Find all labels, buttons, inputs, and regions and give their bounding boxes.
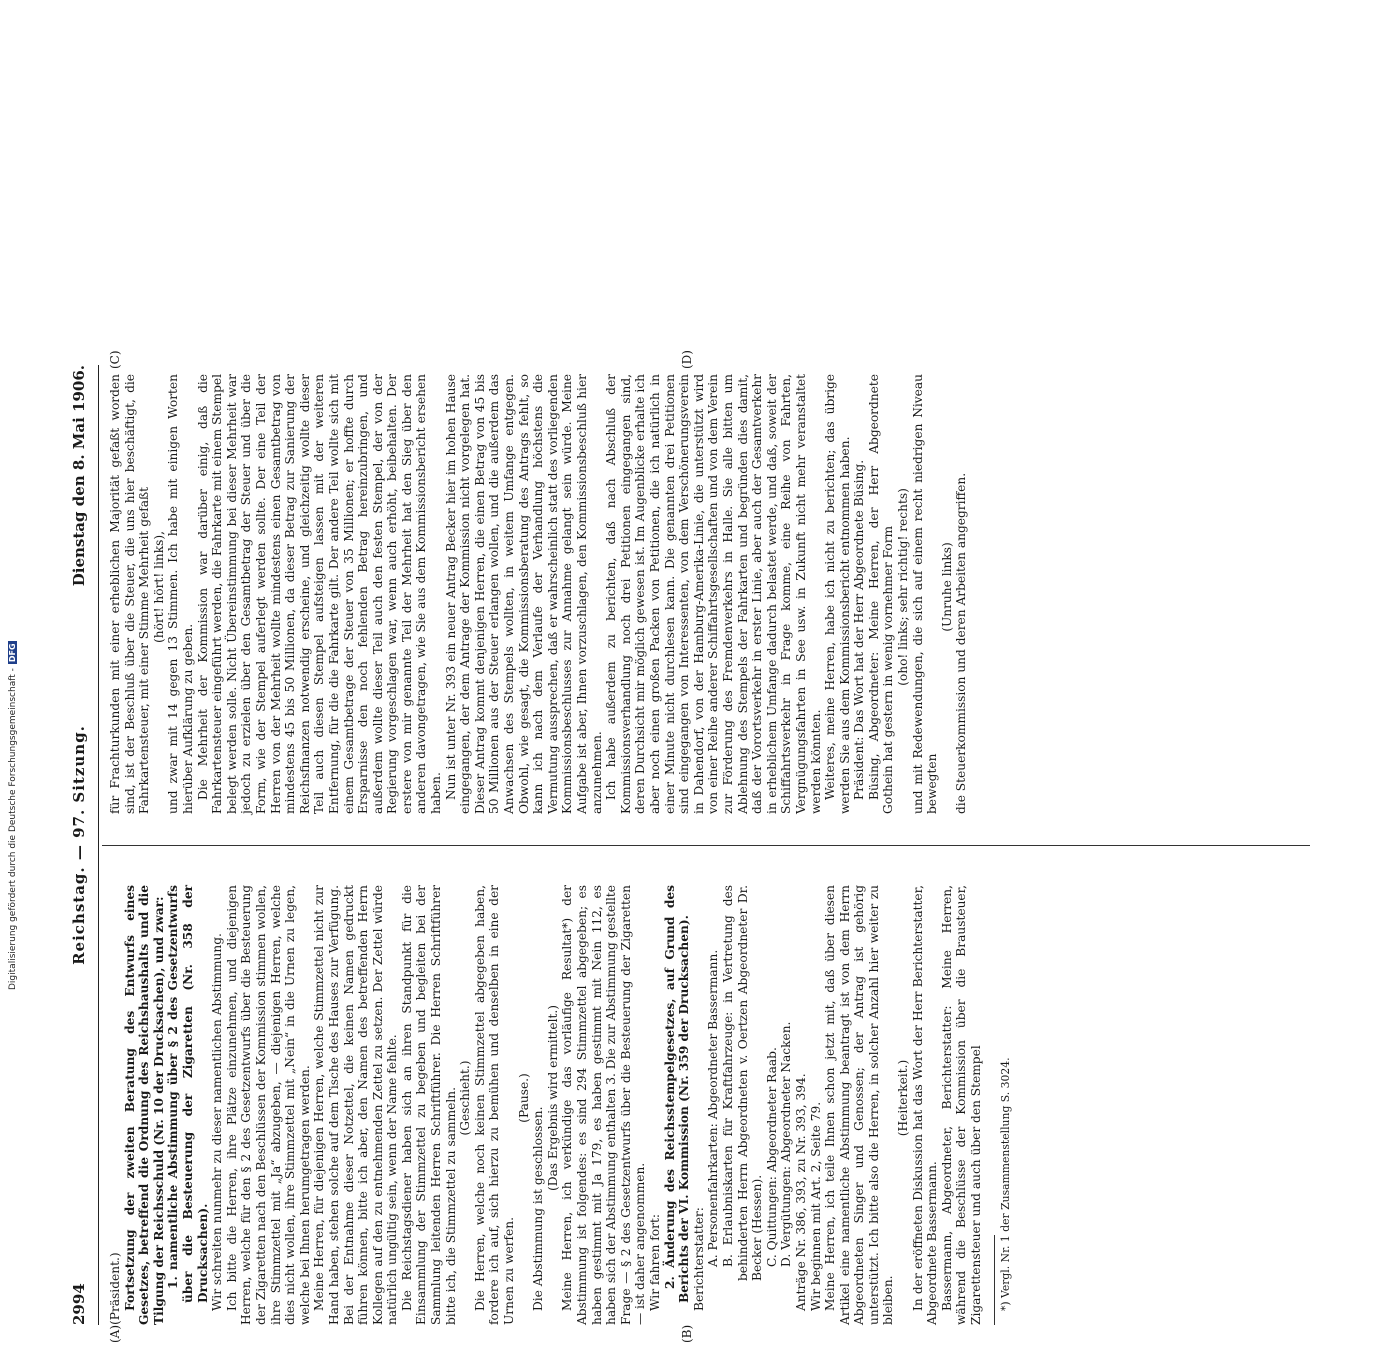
stage-direction: (Geschieht.) <box>458 1060 473 1136</box>
agenda-item-1: 1. namentliche Abstimmung über § 2 des Gesetzentwurfs über die Besteuerung der Zigaretten (Nr. 358 der Drucksachen). <box>166 885 210 1303</box>
paragraph: Wir fahren fort: <box>647 1214 662 1311</box>
paragraph: Die Abstimmung ist geschlossen. <box>531 1106 546 1311</box>
paragraph: Meine Herren, für diejenigen Herren, welche Stimmzettel nicht zur Hand haben, stehen solche auf dem Tische des Hauses zur Verfügung. Bei der Entnahme dieser Notzettel, die keinen Namen gedruckt führen können, bitte ich aber, den Namen des betreffenden Herrn Kollegen auf den zu entnehmenden Zettel zu setzen. Der Zettel würde natürlich ungültig sein, wenn der Name fehlte. <box>312 885 400 1325</box>
footnote: *) Vergl. Nr. 1 der Zusammenstellung S. 3024. <box>998 1057 1012 1311</box>
paragraph: Ich habe außerdem zu berichten, daß nach Abschluß der Kommissionsverhandlung noch drei Petitionen eingegangen sind, deren Durchsicht mir möglich gewesen ist. Im Augenblicke erhalte ich aber noch einen großen Packen von Petitionen, die ich natürlich in einer Minute nicht durchlesen kann. Die genannten drei Petitionen sind eingegangen von Interessenten, von dem Verschönerungsverein in Dahendorf, von der Hamburg-Amerika-Linie, die unterstützt wird von einer Reihe anderer Schiffahrtsgesellschaften und von dem Verein zur Förderung des Fremdenverkehrs in Halle. Sie alle bitten um Ablehnung des Stempels der Fahrkarten und begründen dies damit, daß der Vorortsverkehr in erster Linie, aber auch der Gesamtverkehr in erheblichem Umfange dadurch belastet werde, und daß, soweit der Schiffahrtsverkehr in Frage komme, eine Reihe von Fahrten, Vergnügungsfahrten in See usw. in Zukunft nicht mehr veranstaltet werden könnten. <box>604 374 823 814</box>
stage-direction: (hört! hört! links), <box>151 530 166 644</box>
paragraph: die Steuerkommission und deren Arbeiten angegriffen. <box>954 472 969 814</box>
page-number: 2994 <box>70 1283 88 1325</box>
paragraph: für Frachturkunden mit einer erheblichen Majorität gefaßt worden sind, ist der Beschluß über die Steuer, die uns hier beschäftigt, die Fahrkartensteuer, mit einer Stimme Mehrheit gefaßt <box>108 374 152 814</box>
paragraph: In der eröffneten Diskussion hat das Wort der Herr Berichterstatter, Abgeordnete Bassermann. <box>910 885 940 1325</box>
rapporteur-item-a: A. Personenfahrkarten: Abgeordneter Bassermann. <box>706 949 721 1267</box>
margin-label-d: (D) <box>680 350 694 369</box>
margin-label-c: (C) <box>108 350 122 369</box>
left-column <box>108 885 1013 1325</box>
paragraph: Wir beginnen mit Art. 2, Seite 79. <box>808 1101 823 1311</box>
paragraph: Die Reichstagsdiener haben sich an ihren Standpunkt für die Einsammlung der Stimmzettel zu begeben und begleiten bei der Sammlung leitenden Herren Schriftführer. Die Herren Schriftführer bitte ich, die Stimmzettel zu sammeln. <box>399 885 458 1325</box>
digitization-credit <box>8 0 22 1000</box>
stage-direction: (Das Ergebnis wird ermittelt.) <box>545 1004 560 1192</box>
paragraph: Meine Herren, ich teile Ihnen schon jetzt mit, daß über diesen Artikel eine namentliche Abstimmung beantragt ist von dem Herrn Abgeordneten Singer und Genossen; der Antrag ist gehörig unterstützt. Ich bitte also die Herren, in solcher Anzahl hier weiter zu bleiben. <box>823 885 896 1325</box>
credit-text: Digitalisierung gefördert durch die Deutsche Forschungsgemeinschaft - <box>8 668 18 990</box>
paragraph: und zwar mit 14 gegen 13 Stimmen. Ich habe mit einigen Worten hierüber Aufklärung zu geben. <box>166 374 195 814</box>
paragraph: Die Herren, welche noch keinen Stimmzettel abgegeben haben, fordere ich auf, sich hierzu zu bemühen und denselben in eine der Urnen zu werfen. <box>472 885 517 1325</box>
rapporteur-item-b: B. Erlaubniskarten für Kraftfahrzeuge: in Vertretung des behinderten Herrn Abgeordneten v. Oertzen Abgeordneter Dr. Becker (Hessen). <box>720 885 765 1281</box>
paragraph: Ich bitte die Herren, ihre Plätze einzunehmen, und diejenigen Herren, welche für den § 2 des Gesetzentwurfs über die Besteuerung der Zigaretten nach den Beschlüssen der Kommission stimmen wollen, ihre Stimmzettel mit „Ja“ abzugeben, — diejenigen Herren, welche dies nicht wollen, ihre Stimmzettel mit „Nein“ in die Urnen zu legen, welche bei Ihnen herumgetragen werden. <box>224 885 312 1325</box>
paragraph: Berichterstatter: <box>691 1207 706 1311</box>
stage-direction: (Heiterkeit.) <box>896 1059 911 1137</box>
right-column <box>108 374 969 814</box>
footnote-rule <box>994 1235 995 1325</box>
header-date: Dienstag den 8. Mai 1906. <box>70 365 88 587</box>
speech-paragraph: Bassermann, Abgeordneter, Berichterstatter: Meine Herren, während die Beschlüsse der Kommission über die Brausteuer, Zigarettensteuer und auch über den Stempel <box>939 885 984 1325</box>
paragraph: und mit Redewendungen, die sich auf einem recht niedrigen Niveau bewegten <box>910 374 940 814</box>
speaker-tag: (Präsident.) <box>108 1252 122 1325</box>
header-rule <box>98 365 99 1325</box>
margin-label-a: (A) <box>108 1324 122 1343</box>
speech-paragraph: Büsing, Abgeordneter: Meine Herren, der Herr Abgeordnete Gothein hat gestern in wenig vornehmer Form <box>866 374 896 814</box>
rapporteur-item-d: D. Vergütungen: Abgeordneter Nacken. <box>779 1021 794 1267</box>
stage-direction: (oho! links; sehr richtig! rechts) <box>896 488 911 686</box>
stage-direction: (Unruhe links) <box>939 542 954 632</box>
paragraph: Anträge Nr. 386, 393, zu Nr. 393, 394. <box>793 1073 808 1311</box>
paragraph: Meine Herren, ich verkündige das vorläufige Resultat*) der Abstimmung ist folgendes: es sind 294 Stimmzettel abgegeben; es haben gestimmt mit Ja 179, es haben gestimmt mit Nein 112, es haben sich der Abstimmung enthalten 3. Die zur Abstimmung gestellte Frage — § 2 des Gesetzentwurfs über die Besteuerung der Zigaretten — ist daher angenommen. <box>560 885 648 1325</box>
bill-title: Fortsetzung der zweiten Beratung des Entwurfs eines Gesetzes, betreffend die Ordnung des Reichshaushalts und die Tilgung der Reichsschuld (Nr. 10 der Drucksachen), und zwar: <box>122 885 166 1325</box>
header-session: Reichstag. — 97. Sitzung. <box>70 725 88 965</box>
margin-label-b: (B) <box>680 1324 694 1343</box>
president-speech: Präsident: Das Wort hat der Herr Abgeordnete Büsing. <box>852 459 867 800</box>
stage-direction: (Pause.) <box>516 1073 531 1123</box>
paragraph: Nun ist unter Nr. 393 ein neuer Antrag Becker hier im hohen Hause eingegangen, der dem Antrage der Kommission nicht vorgelegen hat. Dieser Antrag kommt denjenigen Herren, die einen Betrag von 45 bis 50 Millionen aus der Steuer erlangen wollen, und die außerdem das Anwachsen des Stempels wollten, in weitem Umfange entgegen. Obwohl, wie gesagt, die Kommissionsberatung des Antrags fehlt, so kann ich nach dem Verlaufe der Verhandlung höchstens die Vermutung aussprechen, daß er wahrscheinlich statt des vorliegenden Kommissionsbeschlusses zur Annahme gelangt sein würde. Meine Aufgabe ist aber, Ihnen vorzuschlagen, den Kommissionsbeschluß hier anzunehmen. <box>443 374 604 814</box>
rotated-page-content <box>40 345 1340 1345</box>
rapporteur-item-c: C. Quittungen: Abgeordneter Raab. <box>764 1047 779 1267</box>
page-header <box>70 365 96 1325</box>
paragraph: Die Mehrheit der Kommission war darüber einig, daß die Fahrkartensteuer eingeführt werden, die Fahrkarte mit einem Stempel belegt werden solle. Nicht Übereinstimmung bei dieser Mehrheit war jedoch zu erzielen über den Gesamtbetrag der Steuer und über die Form, wie der Stempel auferlegt werden sollte. Der eine Teil der Herren von der Mehrheit wollte mindestens einen Gesamtbetrag von mindestens 45 bis 50 Millionen, da dieser Betrag zur Sanierung der Reichsfinanzen notwendig erscheine, und gleichzeitig wollte dieser Teil auch diesen Stempel aufsteigen lassen mit der weiteren Entfernung, für die die Fahrkarte gilt. Der andere Teil wollte sich mit einem Gesamtbetrage der Steuer von 35 Millionen; er hoffte durch Ersparnisse den noch fehlenden Betrag hereinzubringen, und außerdem wollte dieser Teil auch den festen Stempel, der von der Regierung vorgeschlagen war, wenn auch erhöht, beibehalten. Der erstere von mir genannte Teil der Mehrheit hat den Sieg über den anderen davongetragen, wie Sie aus dem Kommissionsbericht ersehen haben. <box>195 374 444 814</box>
paragraph: Wir schreiten nunmehr zu dieser namentlichen Abstimmung. <box>210 933 225 1311</box>
agenda-item-2: 2. Änderung des Reichsstempelgesetzes, auf Grund des Berichts der VI. Kommission (Nr. 359 der Drucksachen). <box>662 885 692 1303</box>
paragraph: Weiteres, meine Herren, habe ich nicht zu berichten; das übrige werden Sie aus dem Kommissionsbericht entnommen haben. <box>823 374 852 814</box>
dfg-logo: DFG <box>8 643 17 663</box>
column-divider <box>102 845 1310 846</box>
